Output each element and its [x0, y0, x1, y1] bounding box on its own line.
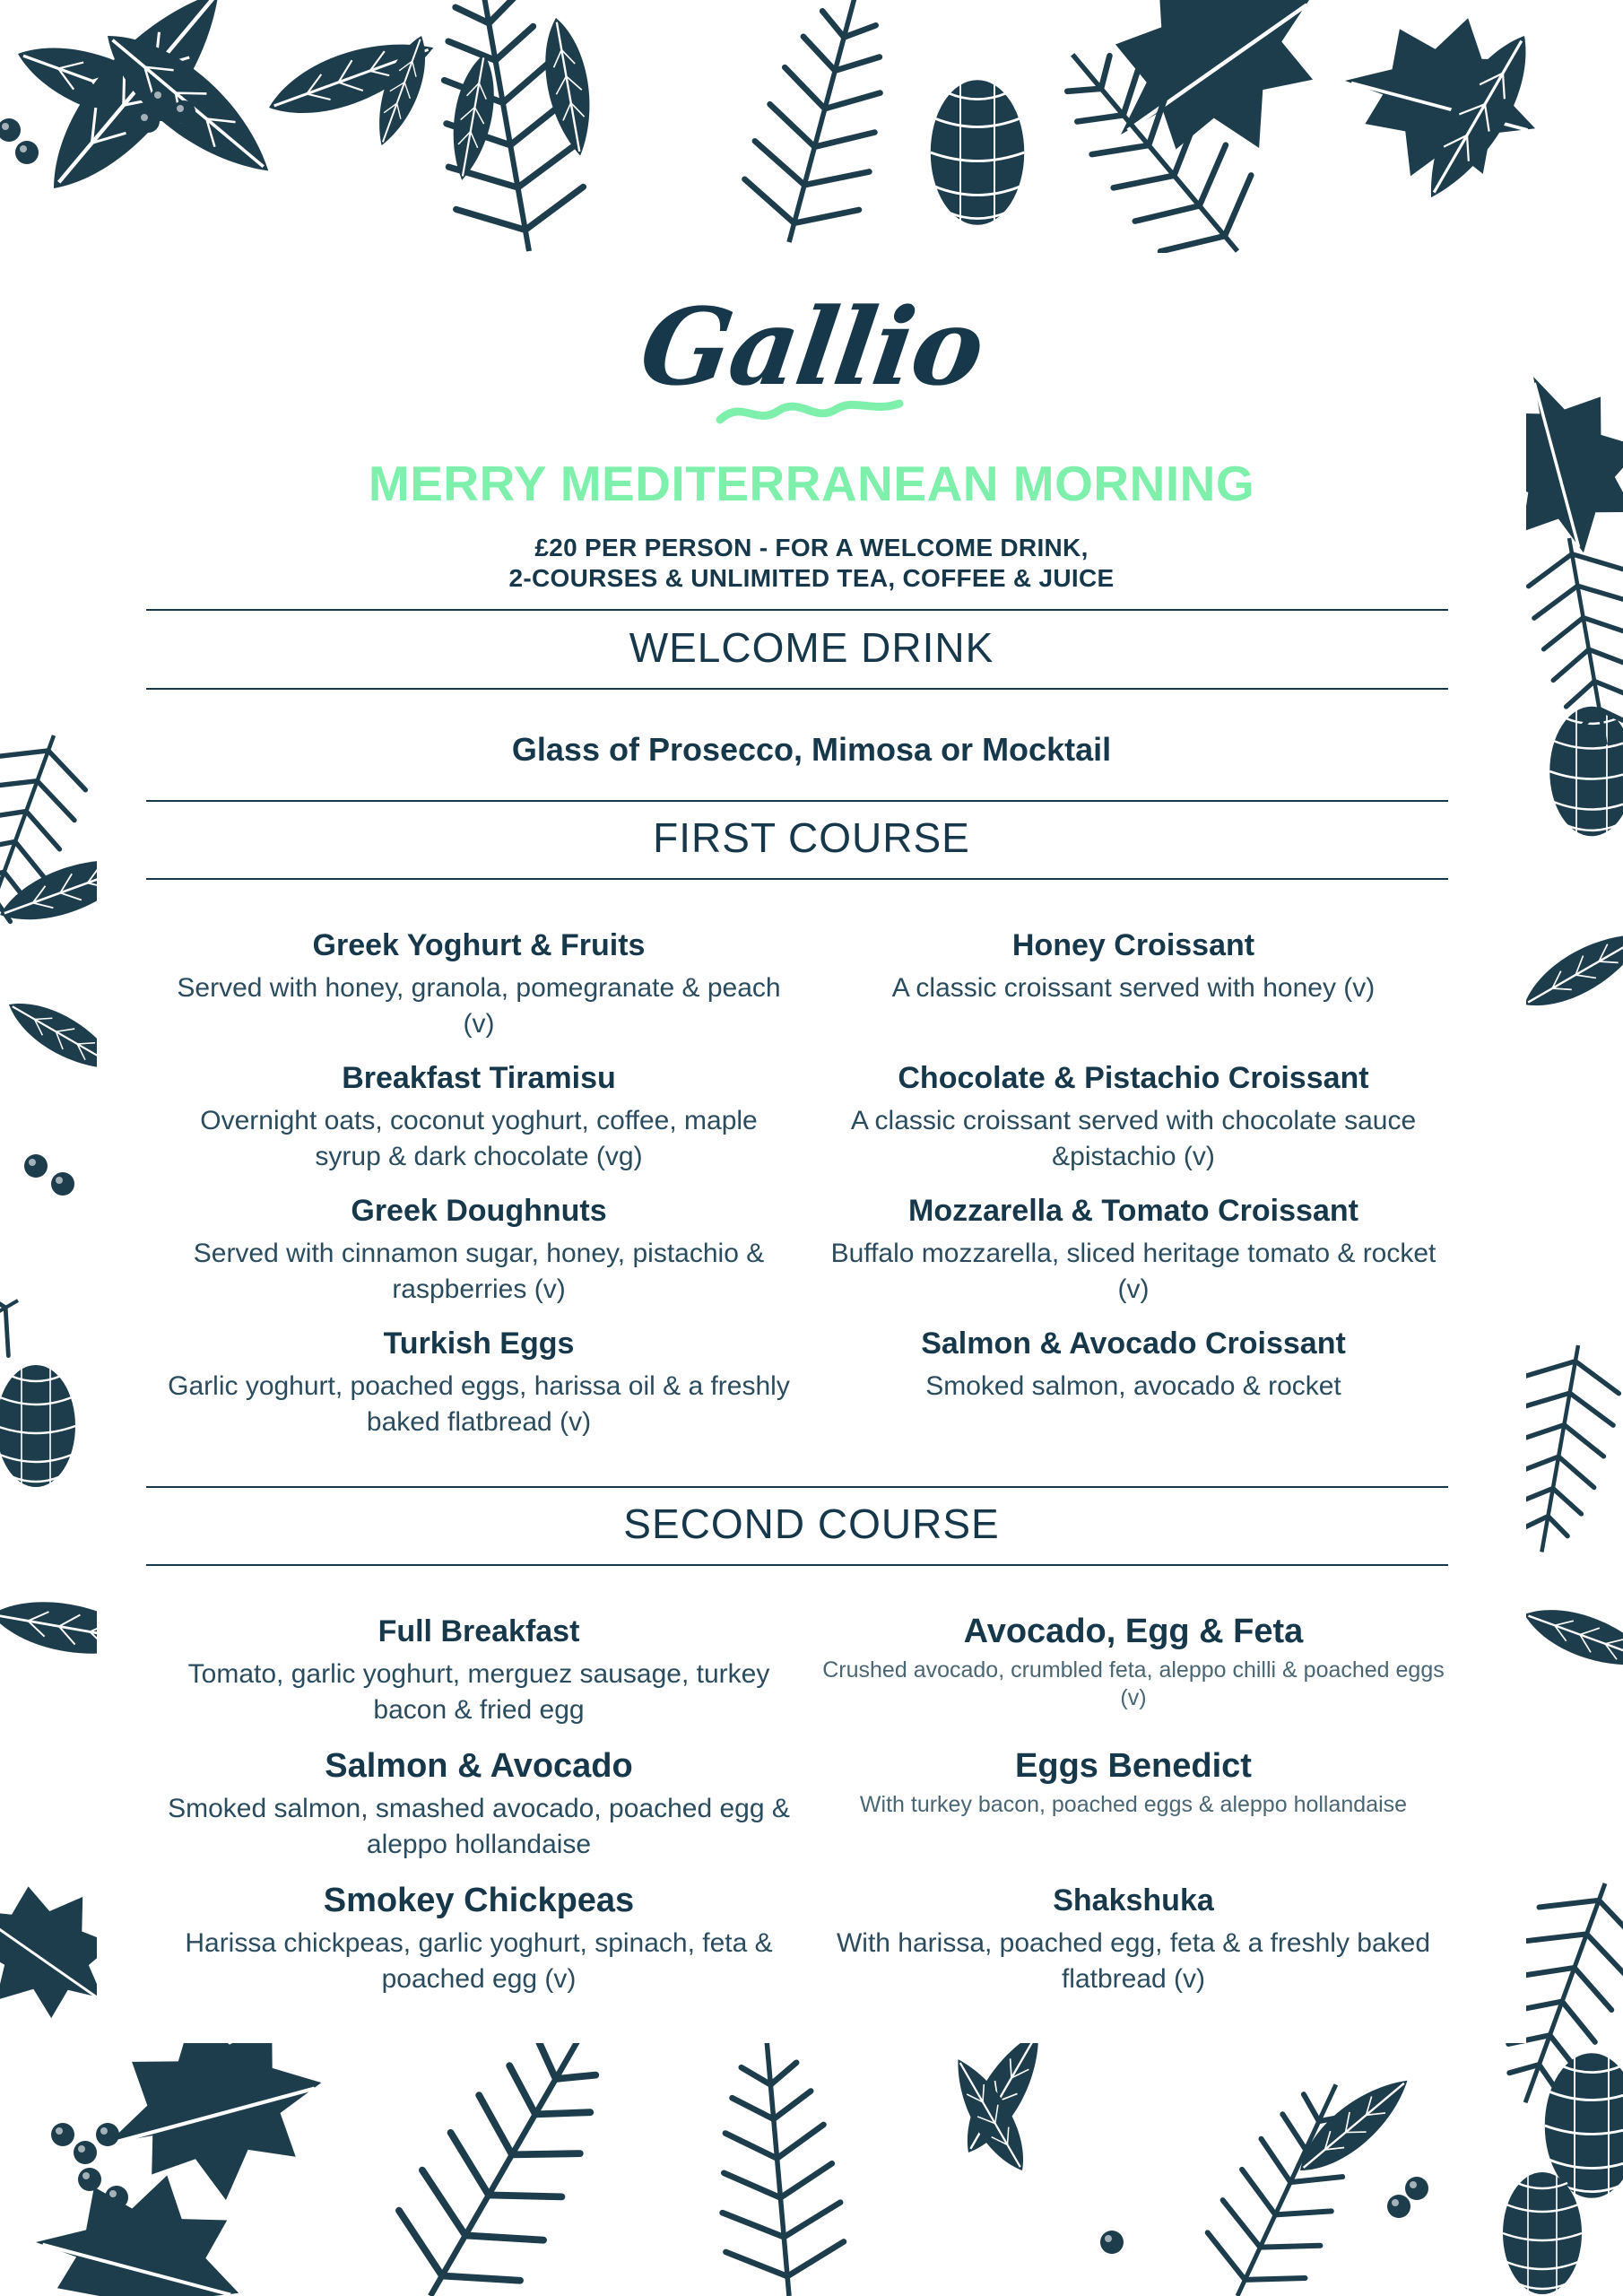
item-description: With turkey bacon, poached eggs & aleppo hollandaise: [859, 1792, 1408, 1817]
item-description: Served with honey, granola, pomegranate & peach (v): [177, 973, 781, 1039]
item-description: A classic croissant served with chocolate sauce &pistachio (v): [850, 1106, 1417, 1171]
item-name: Full Breakfast: [378, 1614, 580, 1648]
divider: [146, 800, 1448, 802]
divider: [146, 878, 1448, 880]
menu-item: [155, 1324, 803, 1440]
divider: [146, 1486, 1448, 1488]
logo-wave-icon: [716, 395, 904, 430]
menu-item: [810, 1746, 1457, 1819]
item-description: Overnight oats, coconut yoghurt, coffee, maple syrup & dark chocolate (vg): [200, 1106, 758, 1171]
logo-text: Gallio: [633, 284, 991, 409]
item-description: Garlic yoghurt, poached eggs, harissa oil & a freshly baked flatbread (v): [168, 1371, 790, 1437]
item-description: Served with cinnamon sugar, honey, pistachio & raspberries (v): [193, 1239, 765, 1304]
item-name: Eggs Benedict: [1015, 1747, 1252, 1785]
item-name: Breakfast Tiramisu: [342, 1061, 616, 1095]
menu-subtitle: [97, 533, 1526, 594]
menu-item: [155, 926, 803, 1042]
item-name: Mozzarella & Tomato Croissant: [908, 1194, 1358, 1228]
item-name: Shakshuka: [1053, 1883, 1214, 1918]
welcome-item: Glass of Prosecco, Mimosa or Mocktail: [511, 731, 1112, 768]
item-description: Harissa chickpeas, garlic yoghurt, spinach, feta & poached egg (v): [185, 1928, 773, 1994]
menu-item: [155, 1058, 803, 1175]
item-name: Greek Yoghurt & Fruits: [312, 928, 646, 962]
item-description: Buffalo mozzarella, sliced heritage tomato & rocket (v): [830, 1239, 1436, 1304]
top-foliage: [0, 0, 1563, 289]
item-name: Turkish Eggs: [383, 1326, 575, 1361]
subtitle-line-2: 2-COURSES & UNLIMITED TEA, COFFEE & JUICE: [508, 564, 1115, 592]
item-name: Greek Doughnuts: [351, 1194, 607, 1228]
menu-item: [810, 1191, 1457, 1308]
item-name: Honey Croissant: [1011, 928, 1255, 962]
menu-item: [155, 1746, 803, 1863]
menu-item: [810, 1881, 1457, 1997]
divider: [146, 609, 1448, 611]
menu-item: [155, 1191, 803, 1308]
divider: [146, 688, 1448, 690]
welcome-heading: WELCOME DRINK: [629, 624, 994, 671]
item-description: Smoked salmon, smashed avocado, poached egg & aleppo hollandaise: [168, 1794, 790, 1859]
logo: [97, 280, 1526, 414]
subtitle-line-1: £20 PER PERSON - FOR A WELCOME DRINK,: [534, 534, 1089, 561]
item-name: Salmon & Avocado Croissant: [921, 1326, 1346, 1361]
menu-item: [810, 1058, 1457, 1175]
item-description: Smoked salmon, avocado & rocket: [925, 1371, 1341, 1401]
menu-panel: [97, 253, 1526, 2043]
item-description: With harissa, poached egg, feta & a freshly baked flatbread (v): [836, 1928, 1431, 1994]
menu-item: [810, 1324, 1457, 1405]
menu-item: [810, 1612, 1457, 1712]
item-name: Salmon & Avocado: [325, 1747, 633, 1785]
divider: [146, 1564, 1448, 1566]
item-name: Avocado, Egg & Feta: [963, 1613, 1304, 1650]
item-name: Chocolate & Pistachio Croissant: [898, 1061, 1369, 1095]
menu-item: [155, 1881, 803, 1997]
item-description: Tomato, garlic yoghurt, merguez sausage, turkey bacon & fried egg: [187, 1659, 770, 1725]
menu-item: [810, 926, 1457, 1006]
item-name: Smokey Chickpeas: [323, 1882, 635, 1919]
second-course-heading: SECOND COURSE: [623, 1500, 1000, 1547]
menu-title: MERRY MEDITERRANEAN MORNING: [368, 456, 1255, 511]
first-course-heading: FIRST COURSE: [653, 814, 970, 861]
item-description: A classic croissant served with honey (v): [891, 973, 1376, 1003]
item-description: Crushed avocado, crumbled feta, aleppo chilli & poached eggs (v): [822, 1657, 1445, 1710]
menu-item: [155, 1612, 803, 1728]
